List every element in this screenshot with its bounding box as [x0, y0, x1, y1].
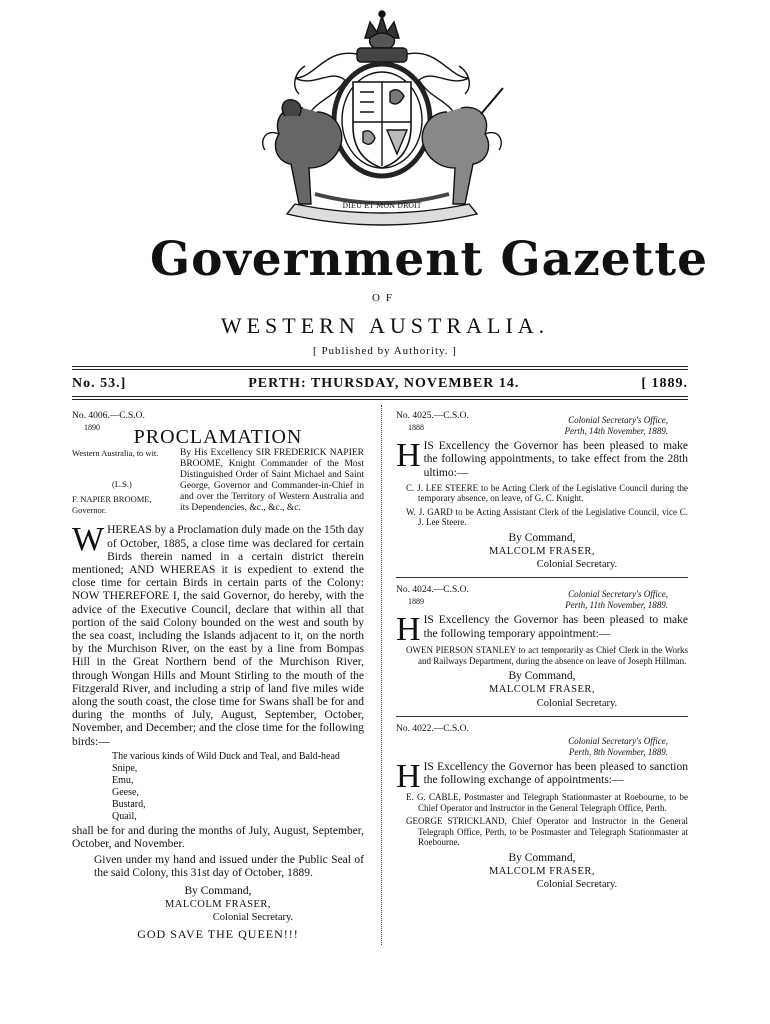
notice-file-number: 1890: [84, 423, 100, 433]
svg-text:DIEU ET MON DROIT: DIEU ET MON DROIT: [342, 202, 422, 210]
gazette-title: Government Gazette: [150, 232, 709, 287]
masthead-state: WESTERN AUSTRALIA.: [220, 313, 550, 338]
by-command: By Command,: [508, 531, 576, 544]
given-under-hand: Given under my hand and issued under the Public Seal of the said Colony, this 31st day of October, 1889.: [94, 854, 364, 880]
by-command: By Command,: [508, 670, 576, 683]
proclamation-title: PROCLAMATION: [133, 426, 303, 449]
god-save-the-queen: GOD SAVE THE QUEEN!!!: [137, 927, 299, 942]
issue-year: [ 1889.: [641, 376, 688, 391]
appointment-item: W. J. GARD to be Acting Assistant Clerk of the Legislative Council, vice C. J. Lee Steere.: [406, 506, 688, 528]
bird-list: [112, 751, 364, 823]
bird-item: Geese,: [112, 786, 139, 798]
signer-name: MALCOLM FRASER,: [488, 865, 596, 877]
office-date: Perth, 8th November, 1889.: [569, 746, 668, 757]
notice-file-number: 1888: [408, 423, 424, 433]
left-column: [72, 410, 364, 941]
close-season-months: shall be for and during the months of July, August, September, October, and November.: [72, 824, 364, 851]
royal-coat-of-arms: [245, 8, 520, 236]
appointment-item: GEORGE STRICKLAND, Chief Operator and Instructor in the General Telegraph Office, Perth, to be Postmaster and Telegraph Stationmaster at Roebourne.: [406, 816, 688, 848]
notice-number: No. 4006.—C.S.O.: [72, 411, 145, 421]
signer-title: Colonial Secretary.: [536, 697, 618, 709]
issue-date: PERTH: THURSDAY, NOVEMBER 14.: [248, 376, 520, 391]
signer-name: MALCOLM FRASER,: [164, 898, 272, 910]
public-seal-label: (L.S.): [112, 479, 132, 490]
notice-body: [396, 437, 688, 480]
bird-item: Bustard,: [112, 798, 146, 810]
column-divider: [381, 405, 382, 945]
office-date: Perth, 14th November, 1889.: [564, 425, 668, 436]
drop-cap: H: [396, 611, 421, 649]
notice-text: IS Excellency the Governor has been pleased to sanction the following exchange of appointments:—: [423, 761, 688, 787]
by-command: By Command,: [184, 884, 252, 897]
notice-number: No. 4022.—C.S.O.: [396, 723, 469, 734]
proclamation-preamble: By His Excellency SIR FREDERICK NAPIER BROOME, Knight Commander of the Most Distinguished Order of Saint Michael and Saint George, Governor and Commander-in-Chief in and over the Territory of Western Australia and its Dependencies, &c., &c., &c.: [180, 448, 364, 514]
proclamation-text: HEREAS by a Proclamation duly made on the 15th day of October, 1885, a close time was declared for certain Birds therein named in a certain district therein mentioned; AND WHEREAS it is expedient to extend the close time for certain Birds in certain parts of the Colony: NOW THEREFORE I, the said Governor, do hereby, with the advice of the Executive Council, declare that within all that portion of the said Colony bounded on the west and south by the sea coast, including the Islands adjacent to it, on the north by the Murchison River, on the east by a line from Bompas Hill in the Great Northern bend of the Murchison River, through Wongan Hills and Mount Stirling to the mouth of the Fitzgerald River, and including a strip of land five miles wide along the south coast, the close time for Swans shall be for and during the months of July, August, September, October, November, and December; and the close time for the following birds:—: [72, 524, 364, 748]
proclamation-body: [72, 521, 364, 748]
notice-separator: [396, 716, 688, 717]
office-name: Colonial Secretary's Office,: [568, 589, 668, 600]
notice-file-number: 1889: [408, 597, 424, 607]
drop-cap: H: [396, 758, 421, 796]
notice-separator: [396, 577, 688, 578]
office-date: Perth, 11th November, 1889.: [565, 599, 668, 610]
issue-number: No. 53.]: [72, 376, 127, 391]
bird-item: Quail,: [112, 810, 137, 822]
office-name: Colonial Secretary's Office,: [568, 736, 668, 747]
signer-title: Colonial Secretary.: [536, 878, 618, 890]
drop-cap: H: [396, 437, 421, 475]
appointment-item: OWEN PIERSON STANLEY to act temporarily as Chief Clerk in the Works and Railways Department, during the absence on leave of Joseph Hillman.: [406, 645, 688, 666]
notice-text: IS Excellency the Governor has been pleased to make the following temporary appointment:—: [423, 614, 688, 640]
by-command: By Command,: [508, 851, 576, 864]
drop-cap: W: [72, 521, 105, 559]
proclamation-header: [72, 448, 364, 516]
published-by-authority: [ Published by Authority. ]: [313, 345, 457, 357]
masthead-rule-bottom-2: [72, 399, 688, 400]
proclamation-margin: [72, 448, 174, 516]
appointment-item: C. J. LEE STEERE to be Acting Clerk of the Legislative Council during the temporary absence, on leave, of G. C. Knight.: [406, 482, 688, 504]
signer-name: MALCOLM FRASER,: [488, 545, 596, 557]
signer-title: Colonial Secretary.: [536, 559, 618, 571]
notice-number: No. 4024.—C.S.O.: [396, 585, 469, 596]
masthead-of: OF: [371, 292, 399, 304]
issue-line: [72, 376, 688, 392]
masthead-rule-top: [72, 366, 688, 367]
masthead-rule-bottom: [72, 396, 688, 397]
masthead-rule-top-2: [72, 369, 688, 370]
appointment-item: E. G. CABLE, Postmaster and Telegraph Stationmaster at Roebourne, to be Chief Operator and Instructor in the General Telegraph Office, Perth.: [406, 792, 688, 813]
governor-signature-label: F. NAPIER BROOME, Governor.: [72, 494, 152, 516]
notice-number: No. 4025.—C.S.O.: [396, 411, 469, 421]
jurisdiction-label: Western Australia, to wit.: [72, 448, 159, 459]
bird-item: Emu,: [112, 774, 134, 786]
notice-text: IS Excellency the Governor has been pleased to make the following appointments, to take effect from the 28th ultimo:—: [423, 440, 688, 479]
office-name: Colonial Secretary's Office,: [568, 415, 668, 426]
signer-title: Colonial Secretary.: [212, 911, 294, 923]
bird-item: The various kinds of Wild Duck and Teal, and Bald-head Snipe,: [112, 750, 340, 774]
notice-body: [396, 611, 688, 649]
signer-name: MALCOLM FRASER,: [488, 684, 596, 696]
right-column: [396, 410, 688, 891]
notice-body: [396, 758, 688, 796]
